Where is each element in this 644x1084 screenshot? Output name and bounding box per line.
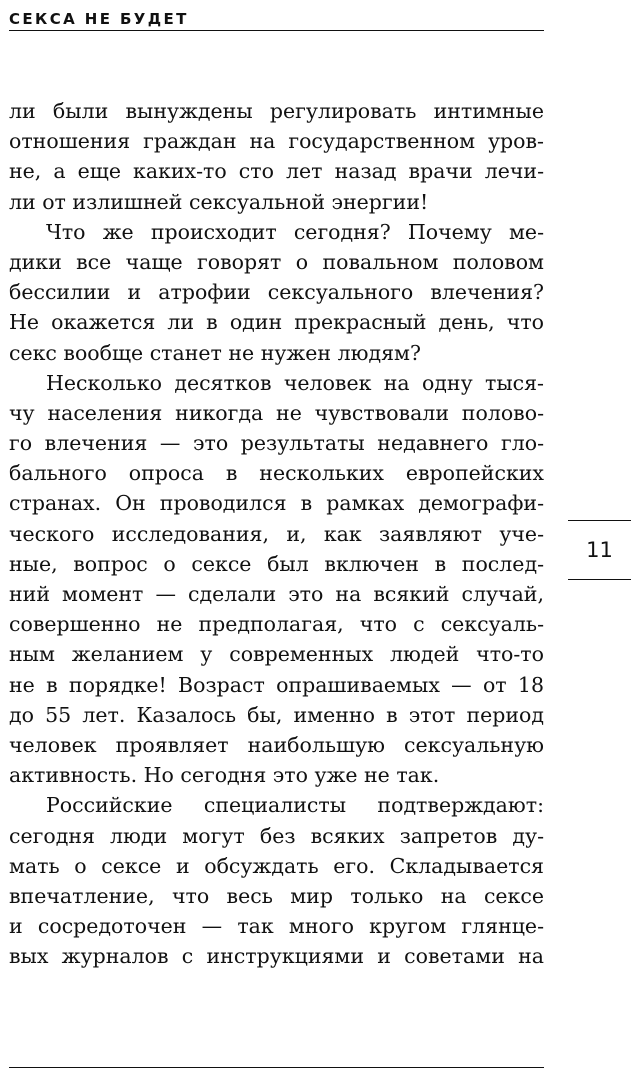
text-line: человек проявляет наибольшую сексуальную	[9, 732, 544, 757]
text-line: го влечения — это результаты недавнего гло-	[9, 431, 544, 456]
text-line: совершенно не предполагая, что с сексуаль-	[9, 612, 544, 637]
text-line: бессилии и атрофии сексуального влечения?	[9, 280, 544, 305]
header-rule	[9, 30, 544, 31]
text-line: мать о сексе и обсуждать его. Складывается	[9, 853, 544, 878]
text-line: не, а еще каких-то сто лет назад врачи лечи-	[9, 159, 544, 184]
page-number: 11	[586, 538, 613, 562]
text-line: не в порядке! Возраст опрашиваемых — от 18	[9, 672, 544, 697]
text-line: вых журналов с инструкциями и советами на	[9, 944, 544, 969]
footer-rule	[9, 1067, 544, 1068]
text-line: впечатление, что весь мир только на сексе	[9, 883, 544, 908]
body-text	[9, 96, 544, 971]
text-line: и сосредоточен — так много кругом глянце-	[9, 914, 544, 939]
page-number-box	[568, 520, 631, 580]
text-line: ли были вынуждены регулировать интимные	[9, 99, 544, 123]
text-line: странах. Он проводился в рамках демографи-	[9, 491, 544, 516]
text-line: до 55 лет. Казалось бы, именно в этот период	[9, 702, 544, 727]
text-line: активность. Но сегодня это уже не так.	[9, 763, 440, 788]
text-line: Не окажется ли в один прекрасный день, что	[9, 310, 544, 335]
text-line: сегодня люди могут без всяких запретов ду-	[9, 823, 544, 848]
text-line: чу населения никогда не чувствовали полово-	[9, 400, 544, 425]
text-line: Что же происходит сегодня? Почему ме-	[46, 219, 544, 244]
text-line: Несколько десятков человек на одну тыся-	[46, 370, 544, 395]
text-line: бального опроса в нескольких европейских	[9, 461, 544, 486]
text-line: ний момент — сделали это на всякий случай,	[9, 582, 544, 606]
text-line: Российские специалисты подтверждают:	[46, 793, 544, 818]
text-line: ческого исследования, и, как заявляют уче-	[9, 521, 544, 546]
running-header: СЕКСА НЕ БУДЕТ	[9, 10, 189, 28]
text-line: дики все чаще говорят о повальном половом	[9, 249, 544, 274]
text-line: ным желанием у современных людей что-то	[9, 642, 544, 667]
text-line: секс вообще станет не нужен людям?	[9, 340, 421, 365]
text-line: отношения граждан на государственном уров-	[9, 129, 544, 154]
text-line: ли от излишней сексуальной энергии!	[9, 189, 429, 214]
text-line: ные, вопрос о сексе был включен в послед-	[9, 551, 544, 576]
